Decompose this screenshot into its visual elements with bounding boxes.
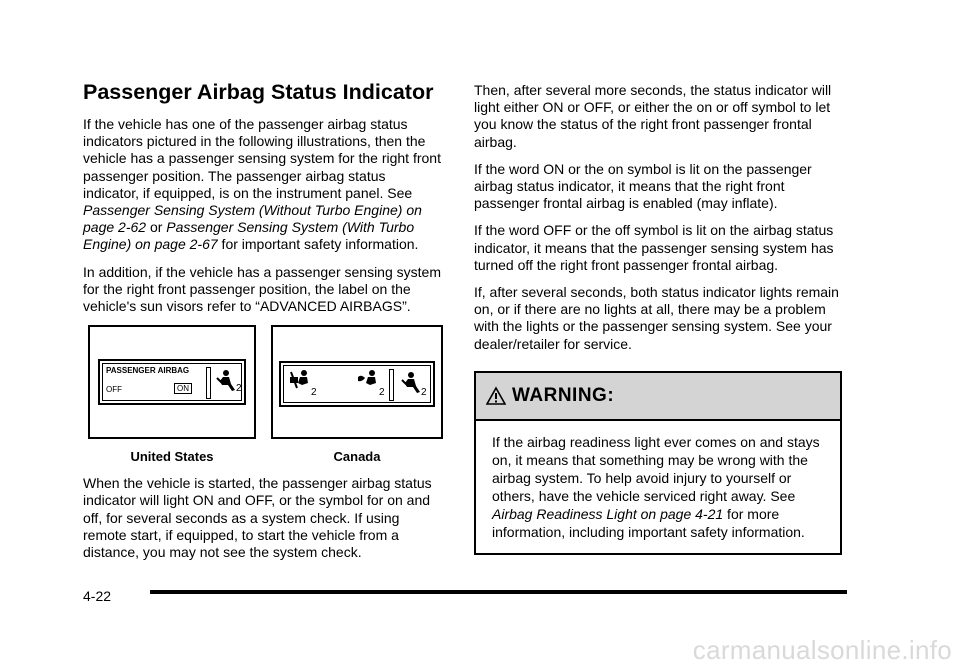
- us-indicator-label: PASSENGER AIRBAG: [106, 366, 190, 376]
- right-column: [474, 82, 842, 555]
- ca-indicator-panel: [279, 361, 435, 407]
- left-column: [83, 116, 445, 571]
- figure-united-states: [88, 325, 256, 439]
- figure-canada: [271, 325, 443, 439]
- warning-text: If the airbag readiness light ever comes on and stays on, it means that something may be wrong with the airbag system. To help avoid injury to yourself or others, have the vehicle serviced right away. See Airbag Readiness Light on page 4-21 for more information, including important safety information.: [492, 433, 820, 540]
- off-paragraph: If the word OFF or the off symbol is lit on the airbag status indicator, it means that the passenger sensing system has turned off the right front passenger frontal airbag.: [474, 222, 834, 273]
- xref-without-turbo[interactable]: Passenger Sensing System (Without Turbo Engine) on page 2-62: [83, 202, 422, 236]
- warning-box: [474, 371, 842, 555]
- on-paragraph: If the word ON or the on symbol is lit on the passenger airbag status indicator, it means that the right front passenger frontal airbag is enabled (may inflate).: [474, 160, 812, 212]
- us-off-text: OFF: [106, 385, 122, 395]
- xref-airbag-readiness[interactable]: Airbag Readiness Light on page 4-21: [492, 505, 724, 522]
- us-on-text: ON: [174, 383, 192, 394]
- sun-visor-paragraph: In addition, if the vehicle has a passenger sensing system for the right front passenger position, the label on the vehicle's sun visors refer to “ADVANCED AIRBAGS”.: [83, 263, 441, 315]
- page-title: Passenger Airbag Status Indicator: [83, 80, 434, 104]
- intro-paragraph: If the vehicle has one of the passenger airbag status indicators pictured in the following illustrations, then the vehicle has a passenger sensing system for the right front passenger position. The passenger airbag status indicator, if equipped, is on the instrument panel. See Passenger Sensing System (Without Turbo Engine) on page 2-62 or Passenger Sensing System (With Turbo Engine) on page 2-67 for important safety information.: [83, 116, 441, 253]
- ca-divider: [389, 369, 394, 401]
- system-check-paragraph: When the vehicle is started, the passenger airbag status indicator will light ON and OFF, or the symbol for on and off, for several seconds as a system check. If using remote start, if equipped, to start the vehicle from a distance, you may not see the system check.: [83, 475, 432, 561]
- warning-header: [476, 373, 840, 421]
- us-sub-2: 2: [236, 383, 242, 395]
- footer-rule: [150, 590, 847, 594]
- passenger-airbag-icon: [214, 369, 236, 393]
- service-paragraph: If, after several seconds, both status indicator lights remain on, or if there are no lights at all, there may be a problem with the lights or the passenger sensing system. See your dealer/retailer for service.: [474, 284, 839, 352]
- warning-title: WARNING:: [512, 384, 615, 406]
- ca-sub-2-c: 2: [421, 387, 427, 399]
- warning-triangle-icon: [486, 386, 506, 406]
- airbag-on-icon: [357, 369, 379, 391]
- xref-with-turbo[interactable]: Passenger Sensing System (With Turbo Engine) on page 2-67: [83, 219, 415, 253]
- indicator-figures: [83, 325, 445, 475]
- us-indicator-panel: [98, 359, 246, 405]
- status-paragraph: Then, after several more seconds, the status indicator will light either ON or OFF, or either the on or off symbol to let you know the status of the right front passenger frontal airbag.: [474, 82, 832, 150]
- warning-body: [476, 421, 840, 553]
- watermark: carmanualsonline.info: [692, 635, 952, 665]
- ca-sub-2-b: 2: [379, 387, 385, 399]
- caption-united-states: United States: [130, 449, 214, 465]
- ca-sub-2-a: 2: [311, 387, 317, 399]
- caption-canada: Canada: [333, 449, 381, 465]
- us-divider: [206, 367, 211, 399]
- page-number: 4-22: [83, 588, 112, 604]
- airbag-off-icon: [289, 369, 311, 391]
- seat-passenger-icon: [399, 371, 421, 395]
